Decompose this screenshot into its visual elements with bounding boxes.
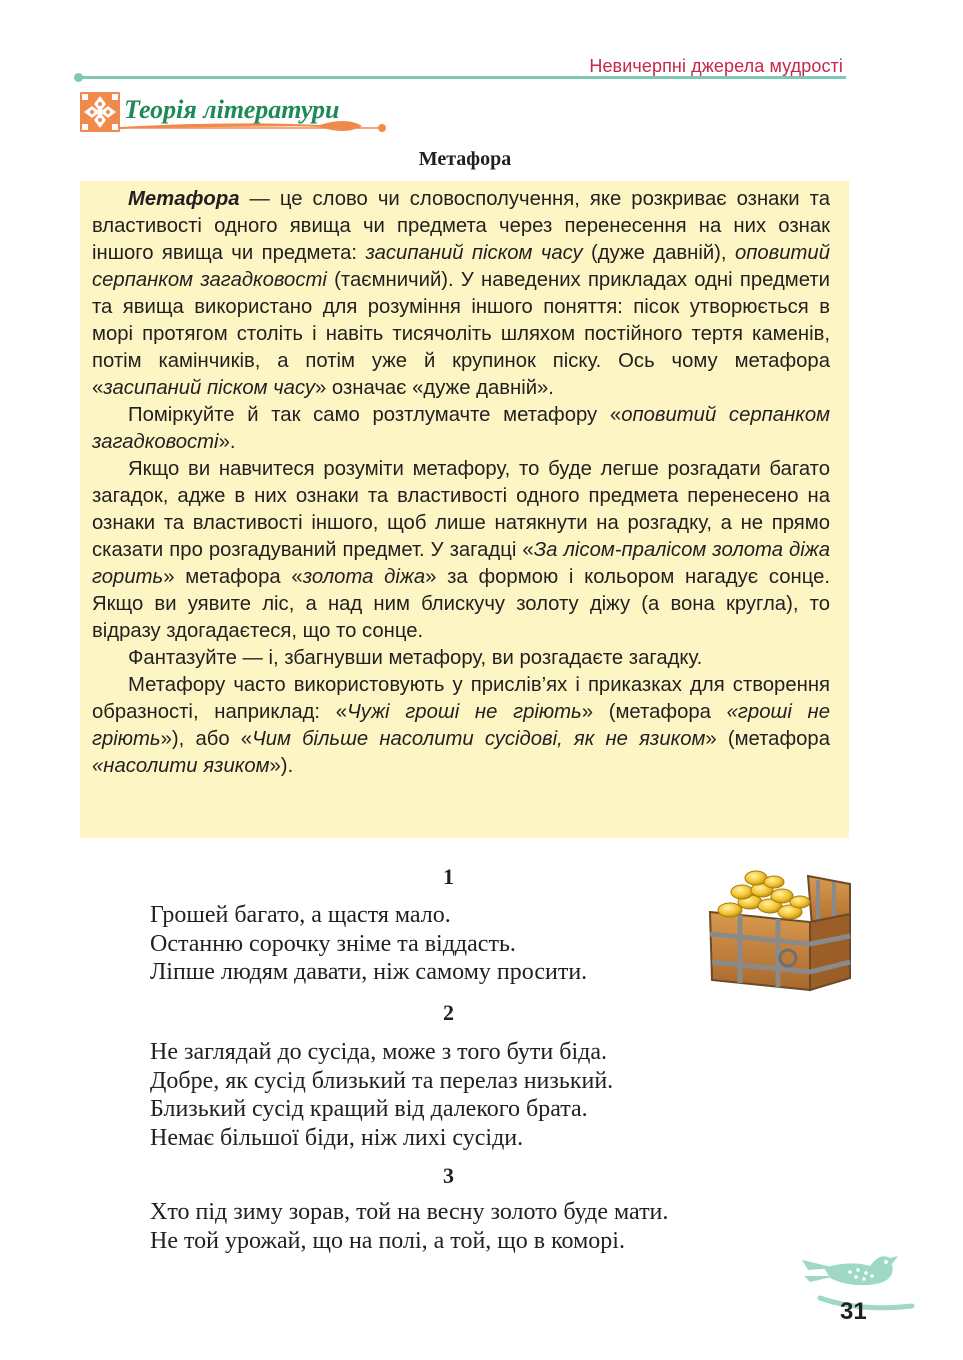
theory-text-run: » означає «дуже давній». — [315, 377, 554, 399]
theory-text-run: »). — [269, 755, 294, 777]
theory-emphasis: «насолити язиком — [92, 755, 270, 777]
theory-text-run: » за формою і кольором нагадує сонце. Якщо ви уявите ліс, а над ним блискучу золоту діжу (а вона кругла), то відразу здогадаєтеся, що то сонце. — [92, 566, 830, 642]
theory-text-run: — це слово чи словосполучення, яке розкриває ознаки та властивості одного явища чи предмета через перенесення на них ознак іншого явища чи предмета: — [92, 188, 830, 264]
theory-text-run: Фантазуйте — і, збагнувши метафору, ви розгадаєте загадку. — [128, 647, 703, 669]
proverb-line: Не заглядай до сусіда, може з того бути біда. — [150, 1039, 607, 1065]
theory-text-run: »), або « — [160, 728, 253, 750]
theory-text-run: (дуже давній), — [582, 242, 735, 264]
proverb-line: Немає більшої біди, ніж лихі сусіди. — [150, 1124, 524, 1151]
section-swoosh — [120, 112, 390, 142]
theory-emphasis: засипаний піском часу — [365, 242, 583, 264]
proverb-line: Добре, як сусід близький та перелаз низький. — [150, 1067, 614, 1094]
theory-paragraph — [92, 186, 830, 402]
theory-text-run: » (метафора — [705, 728, 830, 750]
theory-text-run: Якщо ви навчитеся розуміти метафору, то буде легше розгадати багато загадок, адже в них ознаки та властивості одного предмета перенесено на ознаки та властивості іншого, щоб лише натякнути на розгадку, а не прямо сказати про розгадуваний предмет. У загадці « — [92, 458, 830, 561]
proverb-list — [150, 1198, 668, 1255]
theory-emphasis: Чужі гроші не гріють — [347, 701, 582, 723]
page-number: 31 — [840, 1298, 867, 1325]
theory-paragraph — [92, 645, 830, 672]
theory-emphasis: золота діжа — [302, 566, 426, 588]
treasure-chest-image — [700, 862, 860, 1000]
proverb-line: Останню сорочку зніме та віддасть. — [150, 930, 516, 957]
theory-text-run: » метафора « — [163, 566, 303, 588]
proverb-line: Ліпше людям давати, ніж самому просити. — [150, 959, 588, 985]
section-title: Теорія літератури — [124, 95, 340, 124]
theory-emphasis: Чим більше насолити сусідові, як не язиком — [252, 728, 706, 750]
theory-emphasis: «гроші не гріють — [92, 701, 830, 750]
proverb-list — [150, 1038, 613, 1152]
theory-text-run: (таємничий). У наведених прикладах одні предмети та явища використано для розуміння іншого поняття: пісок утворюється в морі протягом століть і навіть тисячоліть шляхом постійного тертя каменів, потім камінчиків, а потім уже й крупинок піску. Ось чому метафора « — [92, 269, 830, 399]
group-number: 2 — [443, 1000, 454, 1025]
proverb-list — [150, 901, 587, 987]
theory-paragraph — [92, 456, 830, 645]
theory-text-run: » (метафора — [581, 701, 727, 723]
theory-emphasis: За лісом-пралісом золота діжа горить — [92, 539, 831, 588]
theory-emphasis: засипаний піском часу — [103, 377, 316, 399]
theory-text — [92, 186, 830, 780]
theory-emphasis: Метафора — [128, 188, 240, 210]
orange-ornament-icon — [80, 92, 120, 132]
theory-heading: Метафора — [418, 148, 512, 170]
header-rule — [78, 76, 846, 79]
theory-emphasis: оповитий серпанком загадковості — [92, 242, 830, 291]
theory-emphasis: оповитий серпанком загадковості — [92, 404, 830, 453]
proverb-line: Не той урожай, що на полі, а той, що в коморі. — [150, 1227, 625, 1254]
group-number: 3 — [443, 1163, 454, 1188]
group-number: 1 — [443, 864, 454, 889]
proverb-line: Грошей багато, а щастя мало. — [150, 902, 451, 928]
running-header: Невичерпні джерела мудрості — [589, 56, 843, 76]
theory-text-run: Поміркуйте й так само розтлумачте метафору « — [128, 404, 622, 426]
theory-text-run: Метафору часто використовують у прислів’ях і приказках для створення образності, наприклад: « — [92, 674, 830, 723]
theory-paragraph — [92, 402, 830, 456]
theory-paragraph — [92, 672, 830, 780]
proverb-line: Хто під зиму зорав, той на весну золото буде мати. — [150, 1199, 669, 1225]
proverb-line: Близький сусід кращий від далекого брата. — [150, 1096, 588, 1122]
theory-text-run: ». — [218, 431, 236, 453]
